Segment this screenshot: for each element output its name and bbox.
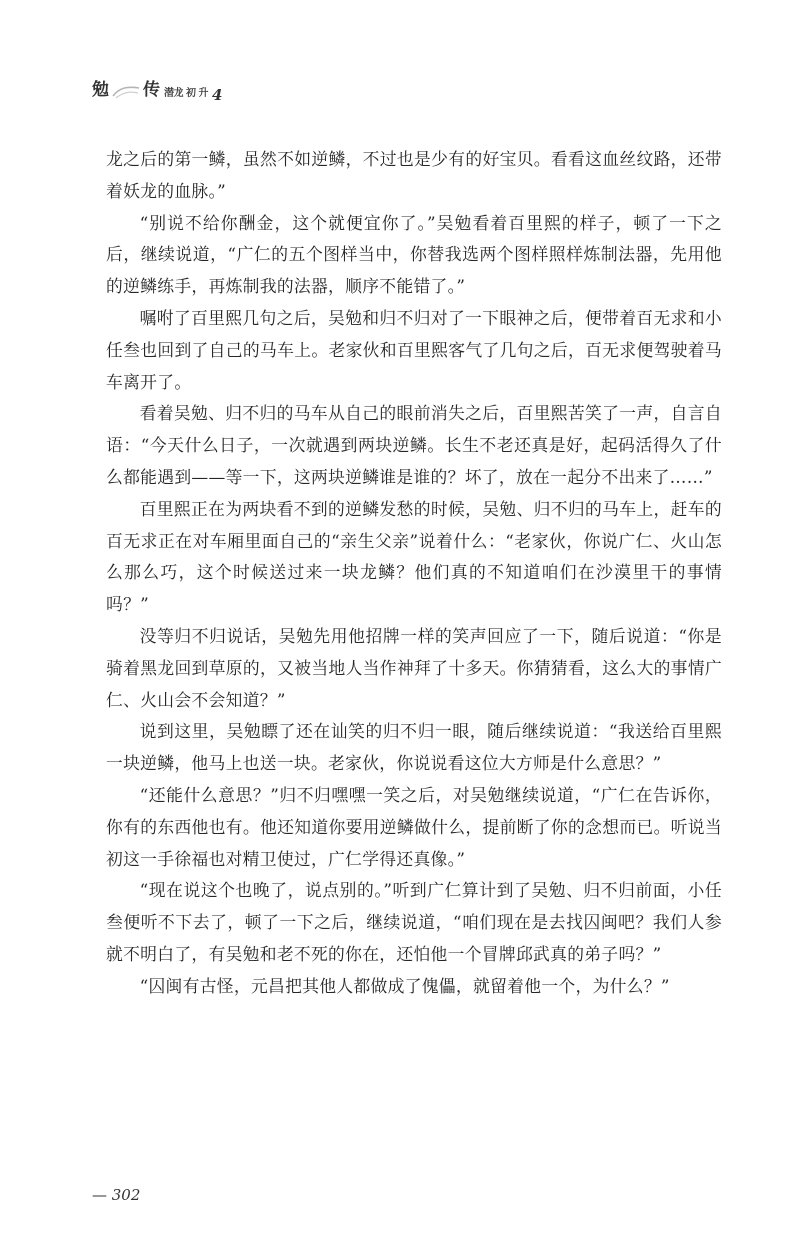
paragraph: 嘱咐了百里熙几句之后，吴勉和归不归对了一下眼神之后，便带着百无求和小任叁也回到了自己的马车上。老家伙和百里熙客气了几句之后，百无求便驾驶着马车离开了。 <box>106 307 722 392</box>
running-header <box>92 60 223 104</box>
paragraph: “别说不给你酬金，这个就便宜你了。”吴勉看着百里熙的样子，顿了一下之后，继续说道，“广仁的五个图样当中，你替我选两个图样照样炼制法器，先用他的逆鳞练手，再炼制我的法器，顺序不能错了。” <box>106 212 722 297</box>
paragraph: 没等归不归说话，吴勉先用他招牌一样的笑声回应了一下，随后说道：“你是骑着黑龙回到草原的，又被当地人当作神拜了十多天。你猜猜看，这么大的事情广仁、火山会不会知道？” <box>106 625 722 710</box>
page-number: — 302 <box>92 1186 141 1204</box>
paragraph: 龙之后的第一鳞，虽然不如逆鳞，不过也是少有的好宝贝。看看这血丝纹路，还带着妖龙的血脉。” <box>106 149 722 201</box>
header-title-char-1: 勉 <box>92 80 109 100</box>
paragraph: “还能什么意思？”归不归嘿嘿一笑之后，对吴勉继续说道，“广仁在告诉你，你有的东西他也有。他还知道你要用逆鳞做什么，提前断了你的念想而已。听说当初这一手徐福也对精卫使过，广仁学得还真像。” <box>106 784 722 869</box>
header-title-char-2: 传 <box>143 80 160 100</box>
paragraph: 说到这里，吴勉瞟了还在讪笑的归不归一眼，随后继续说道：“我送给百里熙一块逆鳞，他马上也送一块。老家伙，你说说看这位大方师是什么意思？” <box>106 721 722 774</box>
paragraph: 百里熙正在为两块看不到的逆鳞发愁的时候，吴勉、归不归的马车上，赶车的百无求正在对车厢里面自己的“亲生父亲”说着什么：“老家伙，你说广仁、火山怎么那么巧，这个时候送过来一块龙鳞？他们真的不知道咱们在沙漠里干的事情吗？” <box>106 498 722 615</box>
header-volume-number: 4 <box>211 86 223 104</box>
paragraph: “囚闽有古怪，元昌把其他人都做成了傀儡，就留着他一个，为什么？” <box>139 975 670 996</box>
paragraph: “现在说这个也晚了，说点别的。”听到广仁算计到了吴勉、归不归前面，小任叁便听不下去了，顿了一下之后，继续说道，“咱们现在是去找囚闽吧？我们人参就不明白了，有吴勉和老不死的你在，还怕他一个冒牌邱武真的弟子吗？” <box>106 880 722 964</box>
header-subtitle: 潜龙 初 升 <box>164 88 208 99</box>
paragraph: 看着吴勉、归不归的马车从自己的眼前消失之后，百里熙苦笑了一声，自言自语：“今天什么日子，一次就遇到两块逆鳞。长生不老还真是好，起码活得久了什么都能遇到——等一下，这两块逆鳞谁是谁的？坏了，放在一起分不出来了……” <box>106 403 722 487</box>
body-text <box>106 144 722 1003</box>
swoosh-ornament-icon <box>111 82 141 100</box>
